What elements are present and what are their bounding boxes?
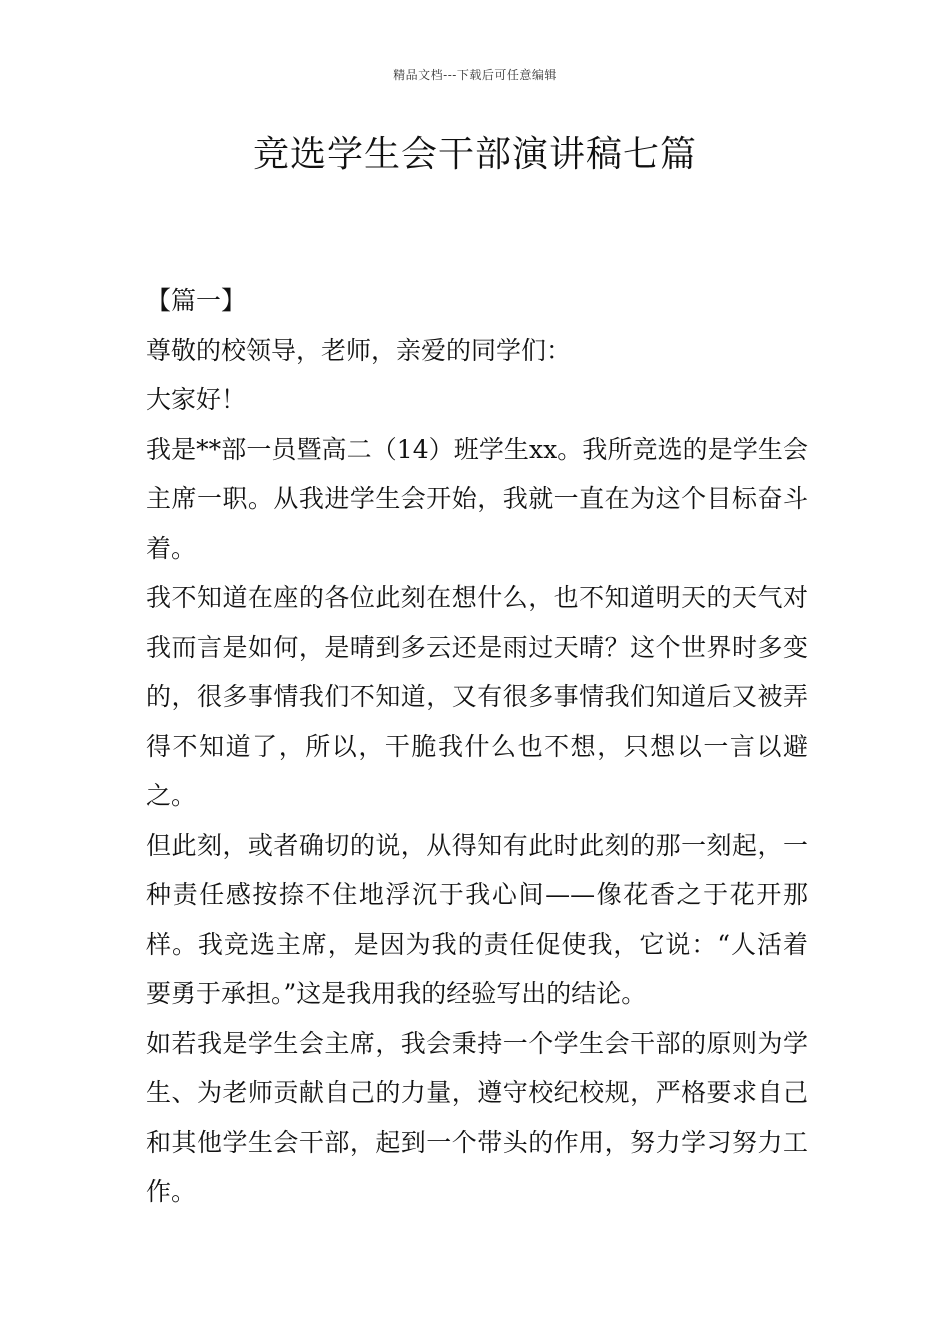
paragraph: 我是**部一员暨高二（14）班学生xx。我所竞选的是学生会主席一职。从我进学生会开始，我就一直在为这个目标奋斗着。: [146, 434, 808, 563]
section-heading: 【篇一】: [146, 286, 247, 315]
document-body: [146, 276, 808, 1217]
paragraph: 但此刻，或者确切的说，从得知有此时此刻的那一刻起，一种责任感按捺不住地浮沉于我心间——像花香之于花开那样。我竞选主席，是因为我的责任促使我，它说：“人活着要勇于承担。”这是我用我的经验写出的结论。: [146, 830, 808, 1008]
paragraph-salutation: 尊敬的校领导，老师，亲爱的同学们：: [146, 335, 572, 365]
paragraph: 我不知道在座的各位此刻在想什么，也不知道明天的天气对我而言是如何，是晴到多云还是雨过天晴？这个世界时多变的，很多事情我们不知道，又有很多事情我们知道后又被弄得不知道了，所以，干脆我什么也不想，只想以一言以避之。: [146, 583, 808, 810]
paragraph-greeting: 大家好！: [146, 385, 247, 414]
document-title: 竞选学生会干部演讲稿七篇: [252, 134, 697, 175]
header-note: 精品文档---下载后可任意编辑: [393, 68, 557, 82]
paragraph: 如若我是学生会主席，我会秉持一个学生会干部的原则为学生、为老师贡献自己的力量，遵守校纪校规，严格要求自己和其他学生会干部，起到一个带头的作用，努力学习努力工作。: [146, 1028, 808, 1206]
